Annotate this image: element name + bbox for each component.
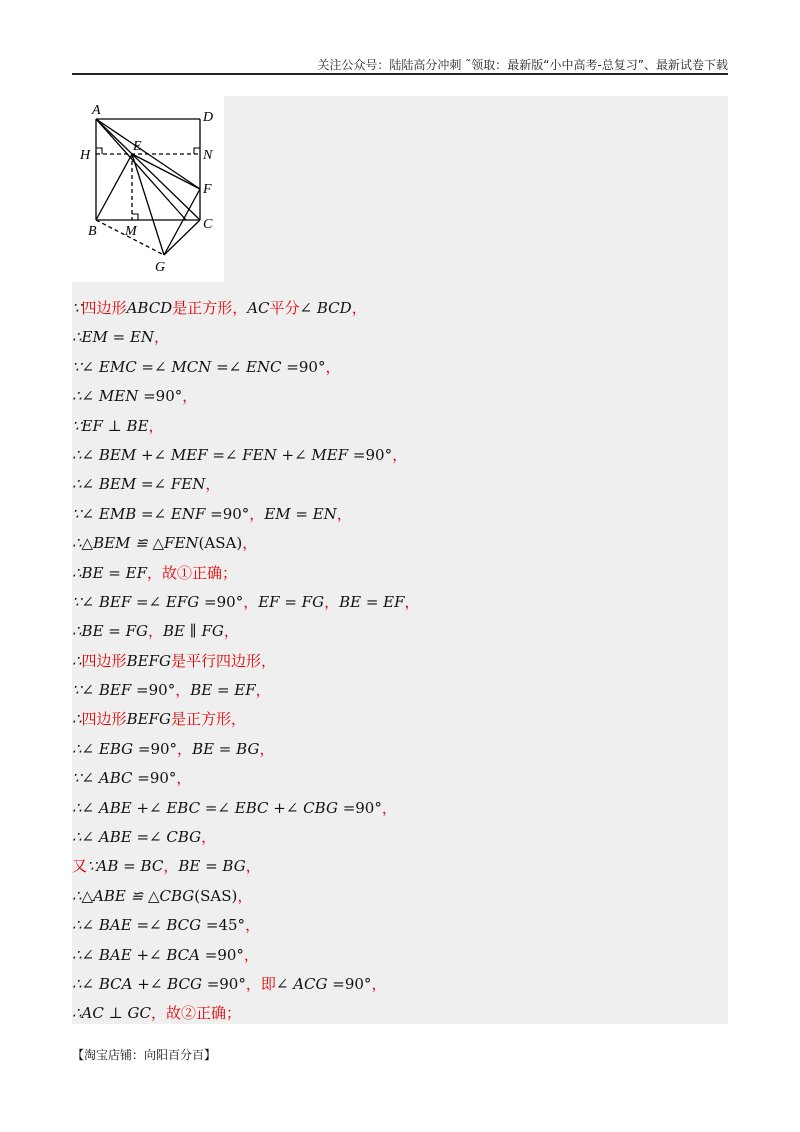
proof-segment: ， xyxy=(148,622,164,641)
proof-segment: ， xyxy=(243,592,259,611)
proof-line xyxy=(72,941,728,970)
proof-segment: ∵∠ EMC =∠ MCN =∠ ENC = xyxy=(72,357,299,376)
proof-segment: BE = BG xyxy=(192,739,260,758)
proof-segment: 是平行四边形， xyxy=(170,651,276,670)
label-h: H xyxy=(80,148,91,163)
proof-segment: AC xyxy=(247,299,270,317)
proof-segment: ， xyxy=(205,475,221,494)
proof-segment: ∴∠ BCA +∠ BCG = xyxy=(72,974,220,993)
proof-segment: 90° xyxy=(216,592,244,611)
proof-line xyxy=(72,999,728,1028)
proof-segment: 四边形 xyxy=(81,299,127,317)
proof-segment: ， xyxy=(175,681,191,700)
proof-segment: ， xyxy=(154,328,170,347)
proof-line xyxy=(72,911,728,940)
proof-line xyxy=(72,882,728,911)
proof-segment: ， xyxy=(243,945,259,964)
proof-segment: 90° xyxy=(219,974,246,993)
proof-segment: ∴∠ ABE =∠ CBG xyxy=(72,828,202,847)
proof-segment: ， xyxy=(255,681,271,700)
proof-segment: (SAS) xyxy=(194,886,238,905)
proof-segment: ∴BE = EF xyxy=(72,563,147,582)
label-b: B xyxy=(88,224,97,239)
proof-segment: ∠ ACG = xyxy=(275,974,345,993)
proof-segment: 90° xyxy=(222,504,250,523)
proof-line xyxy=(72,294,728,323)
proof-segment: ， xyxy=(381,798,397,817)
proof-segment: 90° xyxy=(155,387,183,406)
proof-line xyxy=(72,617,728,646)
header-rule xyxy=(72,73,728,75)
proof-segment: BEFG xyxy=(126,651,171,670)
proof-segment: ， xyxy=(182,387,198,406)
proof-line xyxy=(72,412,728,441)
proof-segment: 90° xyxy=(344,974,372,993)
proof-segment: ，故①正确； xyxy=(146,563,237,582)
proof-segment: ∵∠ BEF = xyxy=(72,681,149,700)
proof-segment: ， xyxy=(336,504,352,523)
proof-line xyxy=(72,588,728,617)
label-n: N xyxy=(203,148,213,163)
proof-segment: ∴AC ⊥ GC xyxy=(72,1004,151,1023)
proof-segment: ∴BE = FG xyxy=(72,622,149,641)
proof-segment: ， xyxy=(325,357,341,376)
proof-segment: 90° xyxy=(365,445,393,464)
proof-segment: 四边形 xyxy=(81,651,127,670)
label-f: F xyxy=(203,182,212,197)
proof-segment: ∴ xyxy=(72,710,82,729)
proof-segment: 45° xyxy=(218,916,246,935)
proof-segment: ， xyxy=(177,739,193,758)
proof-segment: BE = EF xyxy=(339,592,405,611)
proof-segment: ， xyxy=(176,769,192,788)
proof-segment: BE ∥ FG xyxy=(163,622,224,641)
proof-segment: 90° xyxy=(217,945,244,964)
proof-segment: 又 xyxy=(72,857,88,876)
proof-segment: ∵AB = BC xyxy=(87,857,164,876)
proof-segment: ，故②正确； xyxy=(150,1004,241,1023)
proof-line xyxy=(72,852,728,881)
proof-segment: ∴∠ ABE +∠ EBC =∠ EBC +∠ CBG = xyxy=(72,798,356,817)
proof-line xyxy=(72,353,728,382)
proof-segment: ∴∠ BAE =∠ BCG = xyxy=(72,916,219,935)
proof-segment: BEFG xyxy=(126,710,171,729)
proof-segment: ∵∠ EMB =∠ ENF = xyxy=(72,504,223,523)
proof-segment: ， xyxy=(242,534,258,553)
label-d: D xyxy=(203,110,214,125)
geometry-figure xyxy=(72,96,224,282)
proof-segment: ∴∠ EBG = xyxy=(72,739,151,758)
proof-line xyxy=(72,382,728,411)
label-a: A xyxy=(92,103,101,118)
proof-segment: ， xyxy=(392,445,408,464)
proof-segment: ABCD xyxy=(126,299,173,317)
label-c: C xyxy=(203,217,213,232)
proof-line xyxy=(72,529,728,558)
square-diagram xyxy=(72,96,224,282)
proof-line xyxy=(72,735,728,764)
proof-segment: EM = EN xyxy=(264,504,337,523)
proof-segment: ， xyxy=(351,299,367,317)
proof-segment: ∴△BEM ≌ △FEN xyxy=(72,534,199,553)
proof-segment: ， xyxy=(148,416,164,435)
proof-segment: 90° xyxy=(355,798,382,817)
proof-segment: 四边形 xyxy=(81,710,127,729)
proof-segment: ， xyxy=(245,916,261,935)
proof-segment: BE = BG xyxy=(178,857,246,876)
proof-segment: ， xyxy=(404,592,420,611)
proof-segment: ∴∠ BAE +∠ BCA = xyxy=(72,945,218,964)
proof-segment: ， xyxy=(324,592,340,611)
proof-segment: ， xyxy=(259,739,275,758)
proof-line xyxy=(72,323,728,352)
proof-line xyxy=(72,441,728,470)
proof-segment: ∴ xyxy=(72,651,82,670)
proof-segment: ∴△ABE ≌ △CBG xyxy=(72,886,195,905)
proof-line xyxy=(72,823,728,852)
proof-segment: ∵∠ BEF =∠ EFG = xyxy=(72,592,217,611)
proof-steps xyxy=(72,294,728,1029)
proof-segment: ，即 xyxy=(245,974,276,993)
proof-line xyxy=(72,559,728,588)
proof-segment: ∴∠ BEM +∠ MEF =∠ FEN +∠ MEF = xyxy=(72,445,366,464)
proof-segment: 90° xyxy=(150,739,178,758)
proof-segment: ， xyxy=(201,828,217,847)
proof-segment: 是正方形， xyxy=(172,299,248,317)
proof-segment: BE = EF xyxy=(190,681,256,700)
proof-line xyxy=(72,500,728,529)
proof-segment: ， xyxy=(223,622,239,641)
page-footer: 【淘宝店铺：向阳百分百】 xyxy=(72,1048,217,1062)
proof-line xyxy=(72,794,728,823)
proof-segment: 是正方形， xyxy=(170,710,246,729)
proof-segment: 90° xyxy=(149,769,177,788)
proof-line xyxy=(72,470,728,499)
label-g: G xyxy=(155,260,166,275)
proof-segment: 平分 xyxy=(269,299,300,317)
proof-segment: ， xyxy=(237,886,253,905)
proof-segment: EF = FG xyxy=(258,592,325,611)
proof-line xyxy=(72,705,728,734)
proof-line xyxy=(72,970,728,999)
label-e: E xyxy=(133,139,142,154)
proof-segment: ∠ BCD xyxy=(299,299,352,317)
proof-segment: ∴EM = EN xyxy=(72,328,155,347)
proof-segment: ∵EF ⊥ BE xyxy=(72,416,149,435)
proof-segment: ∵∠ ABC = xyxy=(72,769,150,788)
page-header: 关注公众号：陆陆高分冲刺 ˜领取：最新版“小中高考-总复习”、最新试卷下载 xyxy=(317,58,728,72)
proof-segment: ， xyxy=(249,504,265,523)
proof-segment: ∵ xyxy=(72,299,82,317)
proof-line xyxy=(72,647,728,676)
proof-segment: ∴∠ BEM =∠ FEN xyxy=(72,475,206,494)
proof-segment: ， xyxy=(371,974,387,993)
label-m: M xyxy=(125,224,137,239)
proof-line xyxy=(72,676,728,705)
proof-segment: 90° xyxy=(148,681,176,700)
proof-segment: ， xyxy=(163,857,179,876)
proof-segment: 90° xyxy=(298,357,326,376)
proof-segment: (ASA) xyxy=(198,534,243,553)
proof-segment: ∴∠ MEN = xyxy=(72,387,156,406)
proof-line xyxy=(72,764,728,793)
proof-segment: ， xyxy=(245,857,261,876)
